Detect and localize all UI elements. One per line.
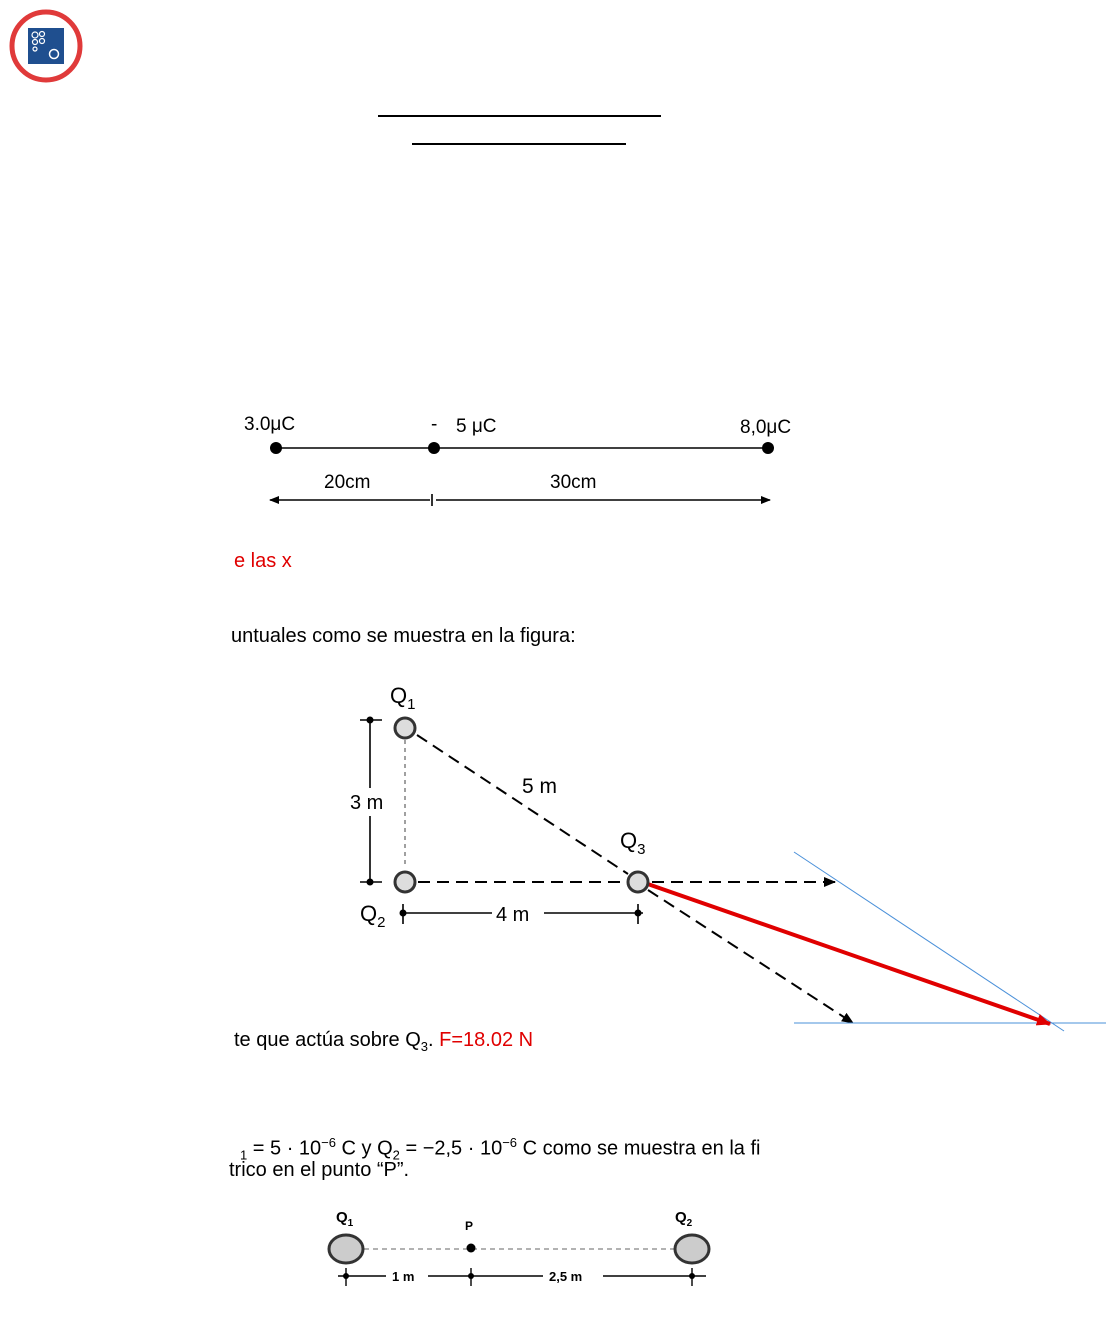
charge-dot-1 bbox=[270, 442, 282, 454]
text-part-d: C como se muestra en la fi bbox=[517, 1137, 761, 1160]
charge-label-3: 8,0μC bbox=[740, 417, 792, 438]
distance-label-3m: 3 m bbox=[350, 792, 384, 814]
q2-label-fig3: $Q_2$ bbox=[675, 1209, 693, 1229]
problem-2-question bbox=[234, 1028, 533, 1059]
exponent-1: −6 bbox=[321, 1135, 336, 1150]
point-p bbox=[467, 1244, 476, 1253]
charge-label-1: 3.0μC bbox=[244, 414, 296, 435]
q3-label: $Q_3$ bbox=[620, 828, 646, 858]
question-text: te que actúa sobre Q bbox=[234, 1029, 421, 1051]
q1-label: $Q_1$ bbox=[390, 683, 416, 713]
q1-charge-fig3 bbox=[329, 1235, 363, 1263]
distance-label-2: 30cm bbox=[550, 472, 597, 493]
q2-charge-fig3 bbox=[675, 1235, 709, 1263]
question-suffix: . bbox=[428, 1029, 434, 1051]
figure-triangle-charges bbox=[330, 670, 1106, 1040]
distance-label-1m: 1 m bbox=[392, 1269, 415, 1284]
text-part-c: = −2,5 · 10 bbox=[399, 1137, 503, 1160]
figure-three-charges bbox=[230, 405, 830, 520]
bubbles-logo-icon bbox=[8, 8, 84, 84]
problem-2-intro: untuales como se muestra en la figura: bbox=[231, 625, 576, 647]
charge-minus-sign: - bbox=[431, 414, 438, 435]
text-part-b: C y Q bbox=[336, 1137, 393, 1160]
question-sub: 3 bbox=[420, 1039, 429, 1054]
title-underline bbox=[378, 115, 661, 117]
exponent-2: −6 bbox=[502, 1135, 518, 1150]
distance-label-4m: 4 m bbox=[496, 904, 530, 926]
figure-point-p bbox=[320, 1200, 730, 1300]
charge-label-2: 5 μC bbox=[456, 416, 497, 437]
q2-sub: 2 bbox=[392, 1147, 400, 1163]
q2-charge bbox=[395, 872, 415, 892]
q2-label: $Q_2$ bbox=[360, 901, 386, 931]
distance-label-1: 20cm bbox=[324, 472, 371, 493]
charge-dot-3 bbox=[762, 442, 774, 454]
q1-label-fig3: $Q_1$ bbox=[336, 1209, 354, 1229]
charge-dot-2 bbox=[428, 442, 440, 454]
answer-text-2: F=18.02 N bbox=[439, 1029, 534, 1051]
subtitle-underline bbox=[412, 143, 626, 145]
distance-label-5m: 5 m bbox=[522, 775, 558, 798]
p-label: P bbox=[465, 1219, 474, 1233]
q3-charge bbox=[628, 872, 648, 892]
distance-label-2-5m: 2,5 m bbox=[549, 1269, 583, 1284]
answer-text-1: e las x bbox=[234, 550, 292, 572]
problem-3-line-2: trico en el punto “P”. bbox=[229, 1159, 410, 1181]
q1-sub: 1 bbox=[240, 1147, 248, 1163]
q1-charge bbox=[395, 718, 415, 738]
text-part-a: = 5 · 10 bbox=[247, 1137, 322, 1160]
